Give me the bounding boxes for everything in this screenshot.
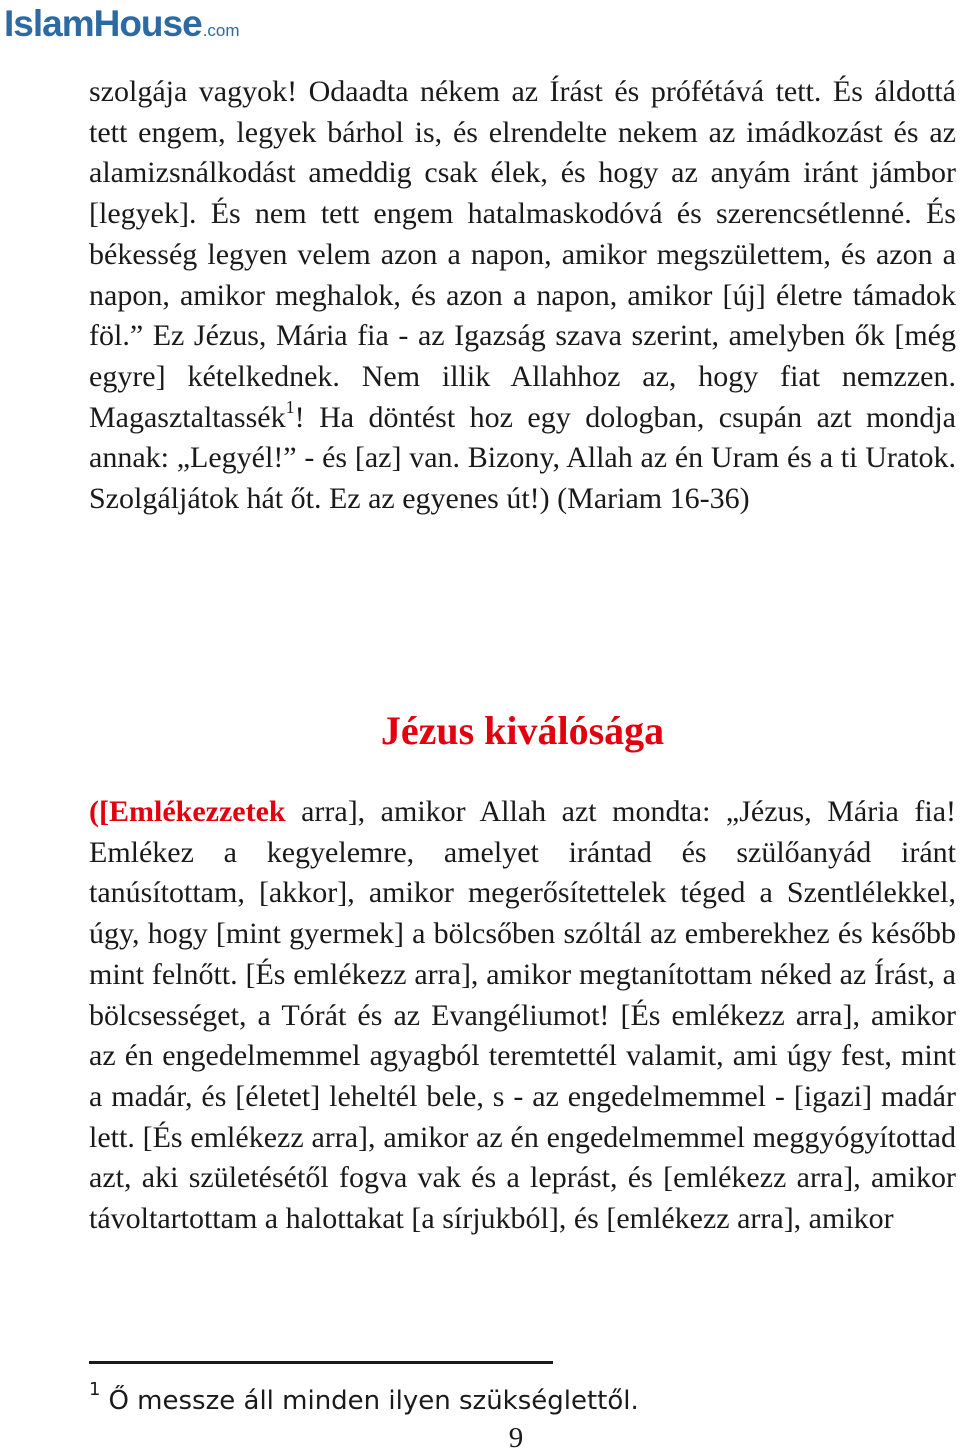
page-number: 9: [508, 1422, 524, 1454]
paragraph-2-text: arra], amikor Allah azt mondta: „Jézus, Mária fia! Emlékez a kegyelemre, amelyet irántad és szülőanyád iránt tanúsítottam, [akkor], amikor megerősítettelek téged a Szentlélekkel, úgy, hogy [mint gyermek] a bölcsőben szóltál az emberekhez és később mint felnőtt. [És emlékezz arra], amikor megtanítottam néked az Írást, a bölcsességet, a Tórát és az Evangéliumot! [És emlékezz arra], amikor az én engedelmemmel agyagból teremtettél valamit, ami úgy fest, mint a madár, és [életet] leheltél bele, s - az engedelmemmel - [igazi] madár lett. [És emlékezz arra], amikor az én engedelmemmel meggyógyítottad azt, aki születésétől fogva vak és a leprást, és [emlékezz arra], amikor távoltartottam a halottakat [a sírjukból], és [emlékezz arra], amikor: [89, 795, 956, 1236]
footnote: [89, 1381, 639, 1421]
body-paragraph-2: [89, 792, 956, 1240]
islamhouse-logo: [4, 2, 240, 42]
logo-domain-suffix: .com: [202, 21, 240, 40]
footnote-text: Ő messze áll minden ilyen szükséglettől.: [108, 1386, 639, 1416]
footnote-separator: [89, 1361, 553, 1364]
paragraph-1-text-b: ! Ha döntést hoz egy dologban, csupán azt mondja annak: „Legyél!” - és [az] van. Bizony, Allah az én Uram és a ti Uratok. Szolgáljátok hát őt. Ez az egyenes út!) (Mariam 16-36): [89, 400, 956, 516]
footnote-number: 1: [89, 1379, 101, 1400]
logo-main-text: IslamHouse: [4, 3, 202, 44]
footnote-reference: 1: [285, 396, 295, 417]
paragraph-2-lead: ([Emlékezzetek: [89, 795, 286, 828]
body-paragraph-1: [89, 72, 956, 520]
paragraph-1-text-a: szolgája vagyok! Odaadta nékem az Írást és prófétává tett. És áldottá tett engem, legyek bárhol is, és elrendelte nekem az imádkozást és az alamizsnálkodást ameddig csak élek, és hogy az anyám iránt jámbor [legyek]. És nem tett engem hatalmaskodóvá és szerencsétlenné. És békesség legyen velem azon a napon, amikor megszülettem, és azon a napon, amikor meghalok, és azon a napon, amikor [új] életre támadok föl.” Ez Jézus, Mária fia - az Igazság szava szerint, amelyben ők [még egyre] kételkednek. Nem illik Allahhoz az, hogy fiat nemzzen. Magasztaltassék: [89, 75, 956, 434]
section-heading: Jézus kiválósága: [380, 708, 665, 753]
